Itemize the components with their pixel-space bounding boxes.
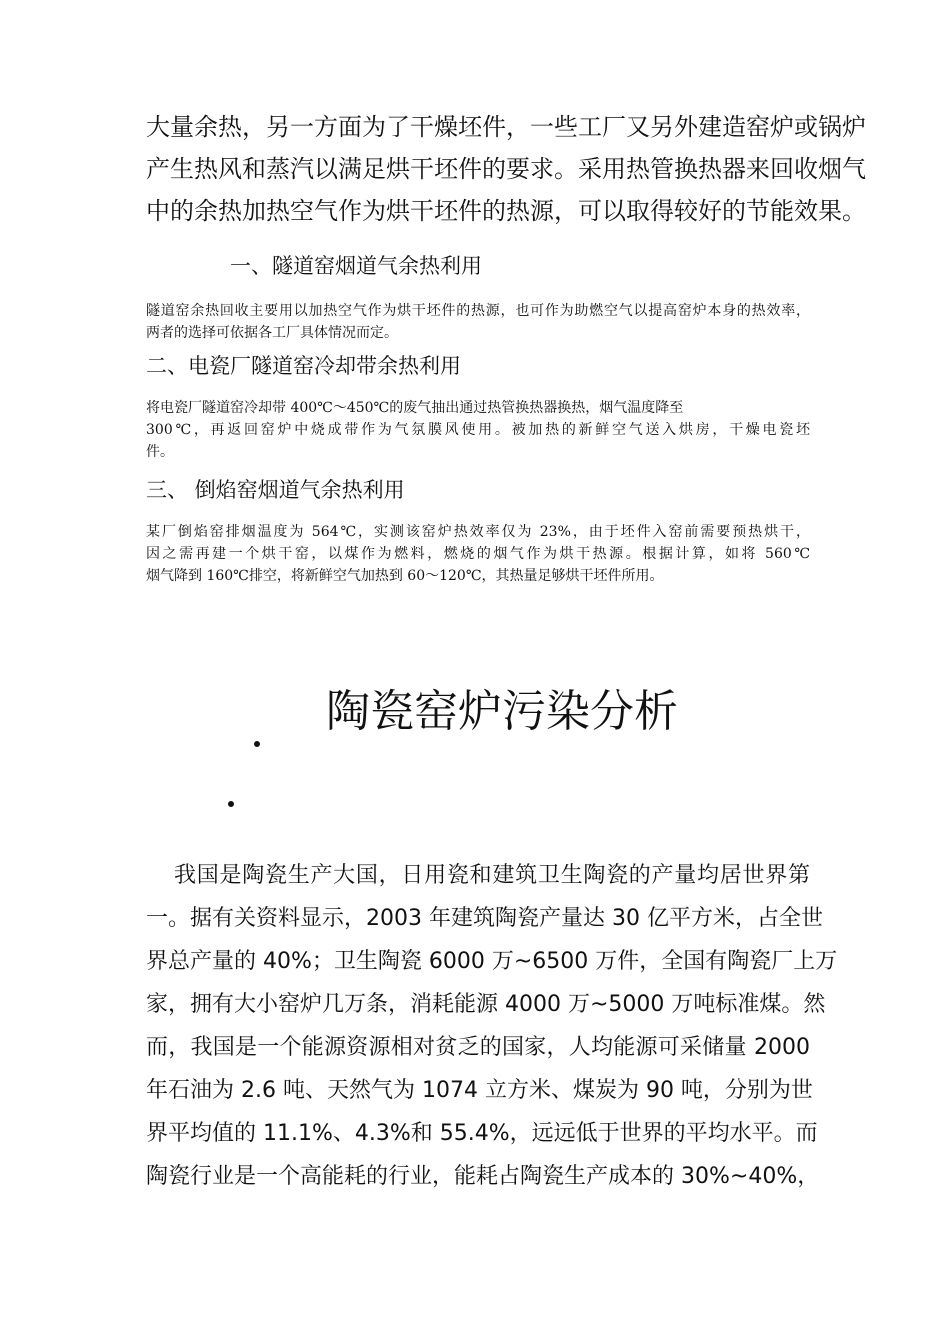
- text-line: 300℃，再返回窑炉中烧成带作为气氛膜风使用。被加热的新鲜空气送入烘房，干燥电瓷坯: [146, 422, 810, 438]
- text-line: 将电瓷厂隧道窑冷却带 400℃～450℃的废气抽出通过热管换热器换热，烟气温度降至: [146, 400, 684, 416]
- section-paragraph-3: [146, 521, 810, 587]
- page-title: 陶瓷窑炉污染分析: [326, 686, 678, 737]
- text-line: 烟气降到 160℃排空，将新鲜空气加热到 60～120℃，其热量足够烘干坯件所用。: [146, 568, 664, 584]
- section-paragraph-2: [146, 397, 810, 463]
- text-line: 两者的选择可依据各工厂具体情况而定。: [146, 325, 398, 341]
- text-line: 某厂倒焰窑排烟温度为 564℃，实测该窑炉热效率仅为 23%，由于坯件入窑前需要预热烘干，: [146, 524, 810, 540]
- text-line: 隧道窑余热回收主要用以加热空气作为烘干坯件的热源，也可作为助燃空气以提高窑炉本身的热效率，: [146, 303, 810, 319]
- text-line: 我国是陶瓷生产大国，日用瓷和建筑卫生陶瓷的产量均居世界第: [174, 863, 810, 888]
- text-line: 界总产量的 40%；卫生陶瓷 6000 万~6500 万件，全国有陶瓷厂上万: [146, 949, 838, 974]
- section-heading-1: 一、隧道窑烟道气余热利用: [230, 254, 482, 278]
- text-line: 一。据有关资料显示，2003 年建筑陶瓷产量达 30 亿平方米，占全世: [146, 906, 823, 931]
- section-heading-2: 二、电瓷厂隧道窑冷却带余热利用: [146, 354, 461, 378]
- text-line: 而，我国是一个能源资源相对贫乏的国家，人均能源可采储量 2000: [146, 1035, 810, 1060]
- text-line: 界平均值的 11.1%、4.3%和 55.4%，远远低于世界的平均水平。而: [146, 1121, 818, 1146]
- text-line: 年石油为 2.6 吨、天然气为 1074 立方米、煤炭为 90 吨，分别为世: [146, 1078, 813, 1103]
- text-line: 件。: [146, 444, 174, 460]
- text-line: 大量余热，另一方面为了干燥坯件，一些工厂又另外建造窑炉或锅炉: [146, 113, 866, 141]
- text-line: 中的余热加热空气作为烘干坯件的热源，可以取得较好的节能效果。: [146, 197, 866, 225]
- section-heading-3: 三、 倒焰窑烟道气余热利用: [146, 478, 405, 502]
- bullet-dot: [254, 741, 260, 747]
- body-paragraph: [146, 854, 838, 1198]
- bullet-dot: [228, 801, 234, 807]
- intro-paragraph: [146, 106, 866, 232]
- section-paragraph-1: [146, 300, 810, 344]
- text-line: 陶瓷行业是一个高能耗的行业，能耗占陶瓷生产成本的 30%~40%，: [146, 1164, 820, 1189]
- text-line: 产生热风和蒸汽以满足烘干坯件的要求。采用热管换热器来回收烟气: [146, 155, 866, 183]
- text-line: 因之需再建一个烘干窑，以煤作为燃料，燃烧的烟气作为烘干热源。根据计算，如将 560℃: [146, 546, 810, 562]
- text-line: 家，拥有大小窑炉几万条，消耗能源 4000 万~5000 万吨标准煤。然: [146, 992, 826, 1017]
